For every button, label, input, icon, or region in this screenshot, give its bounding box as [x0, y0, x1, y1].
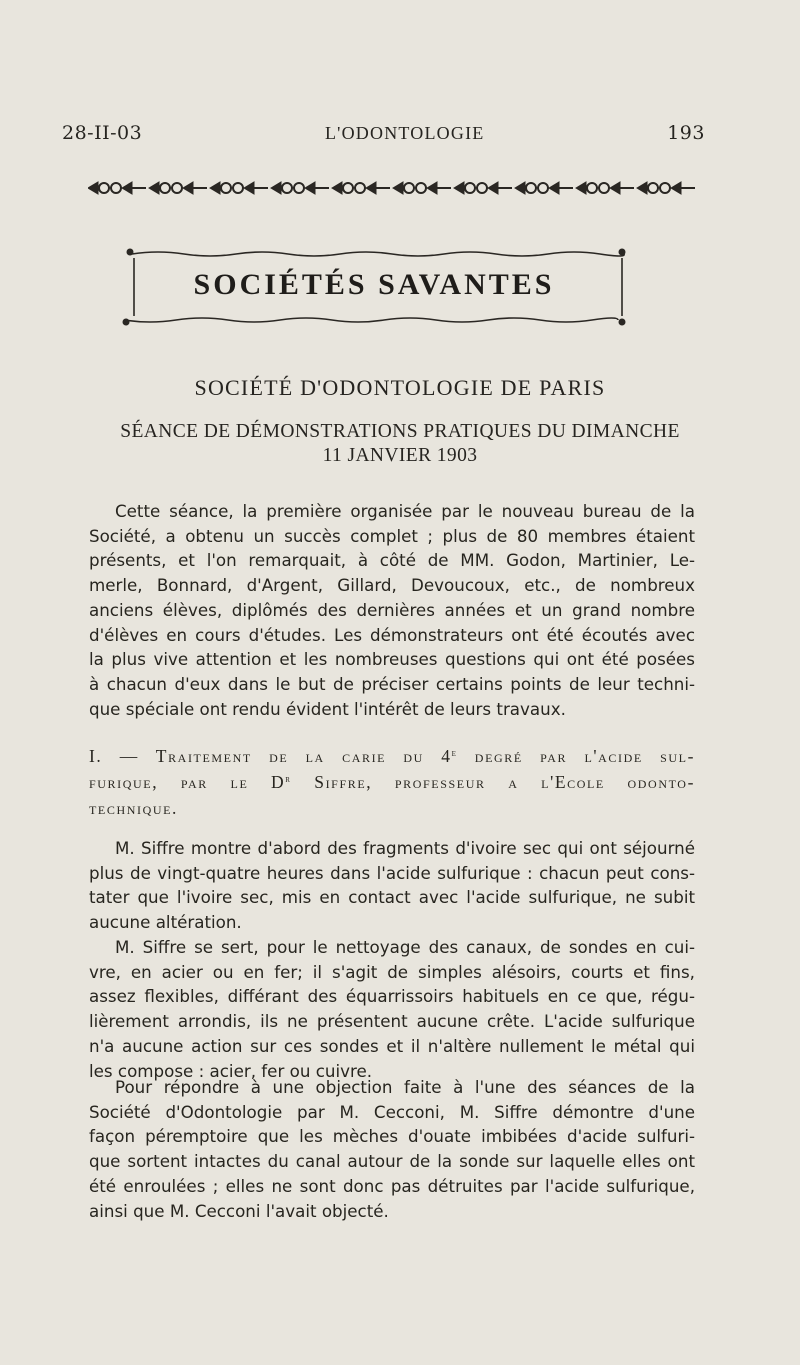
text-line: les compose : acier, fer ou cuivre.	[89, 1060, 373, 1081]
journal-title: L'ODONTOLOGIE	[324, 123, 485, 143]
paragraph-objection	[89, 1075, 695, 1223]
text-line: que sortent intactes du canal autour de la sonde sur laquelle elles ont	[89, 1151, 695, 1172]
text-line: présents, et l'on remarquait, à côté de MM. Godon, Martinier, Le-	[89, 550, 695, 571]
society-heading: SOCIÉTÉ D'ODONTOLOGIE DE PARIS	[194, 375, 606, 400]
text-line: n'a aucune action sur ces sondes et il n'altère nullement le métal qui	[89, 1035, 695, 1056]
text-line: M. Siffre montre d'abord des fragments d'ivoire sec qui ont séjourné	[115, 838, 695, 858]
section-heading	[89, 743, 695, 821]
text-line: la plus vive attention et les nombreuses questions qui ont été posées	[89, 649, 695, 670]
running-header	[62, 122, 705, 144]
session-heading-line-2: 11 JANVIER 1903	[322, 445, 478, 466]
intro-paragraph	[89, 499, 695, 721]
paragraph-ivoire	[89, 836, 695, 935]
text-line: été enroulées ; elles ne sont donc pas détruites par l'acide sulfurique,	[89, 1175, 695, 1196]
heading-line-3: technique.	[89, 798, 179, 818]
session-heading-line-1: SÉANCE DE DÉMONSTRATIONS PRATIQUES DU DIMANCHE	[120, 421, 680, 442]
text-line: Société d'Odontologie par M. Cecconi, M. Siffre démontre d'une	[89, 1101, 695, 1122]
text-line: merle, Bonnard, d'Argent, Gillard, Devoucoux, etc., de nombreux	[89, 575, 695, 596]
text-line: anciens élèves, diplômés des dernières années et un grand nombre	[89, 599, 695, 620]
heading-line-1: I. — Traitement de la carie du 4e degré par l'acide sul-	[89, 746, 695, 766]
decorative-ornament-row	[88, 178, 698, 198]
text-line: Pour répondre à une objection faite à l'une des séances de la	[115, 1077, 695, 1097]
text-line: à chacun d'eux dans le but de préciser certains points de leur techni-	[89, 673, 695, 694]
heading-line-2: furique, par le $D^r$ Siffre, professeur a l'Ecole odonto-	[89, 772, 695, 792]
issue-date: 28-II-03	[62, 122, 143, 144]
text-line: plus de vingt-quatre heures dans l'acide sulfurique : chacun peut cons-	[89, 862, 695, 883]
text-line: Cette séance, la première organisée par le nouveau bureau de la	[115, 501, 695, 521]
text-line: façon péremptoire que les mèches d'ouate imbibées d'acide sulfuri-	[89, 1126, 695, 1147]
text-line: lièrement arrondis, ils ne présentent aucune crête. L'acide sulfurique	[89, 1011, 695, 1032]
text-line: ainsi que M. Cecconi l'avait objecté.	[89, 1200, 389, 1221]
text-line: Société, a obtenu un succès complet ; plus de 80 membres étaient	[89, 525, 695, 546]
session-heading	[60, 420, 740, 468]
text-line: M. Siffre se sert, pour le nettoyage des canaux, de sondes en cui-	[115, 937, 695, 957]
text-line: vre, en acier ou en fer; il s'agit de simples alésoirs, courts et fins,	[89, 961, 695, 982]
page-number: 193	[667, 122, 705, 144]
text-line: d'élèves en cours d'études. Les démonstrateurs ont été écoutés avec	[89, 624, 695, 645]
text-line: tater que l'ivoire sec, mis en contact avec l'acide sulfurique, ne subit	[89, 887, 695, 908]
text-line: aucune altération.	[89, 912, 242, 933]
paragraph-sondes	[89, 935, 695, 1083]
text-line: assez flexibles, différant des équarrissoirs habituels en ce que, régu-	[89, 986, 695, 1007]
text-line: que spéciale ont rendu évident l'intérêt de leurs travaux.	[89, 698, 566, 719]
section-title: SOCIÉTÉS SAVANTES	[193, 268, 555, 301]
